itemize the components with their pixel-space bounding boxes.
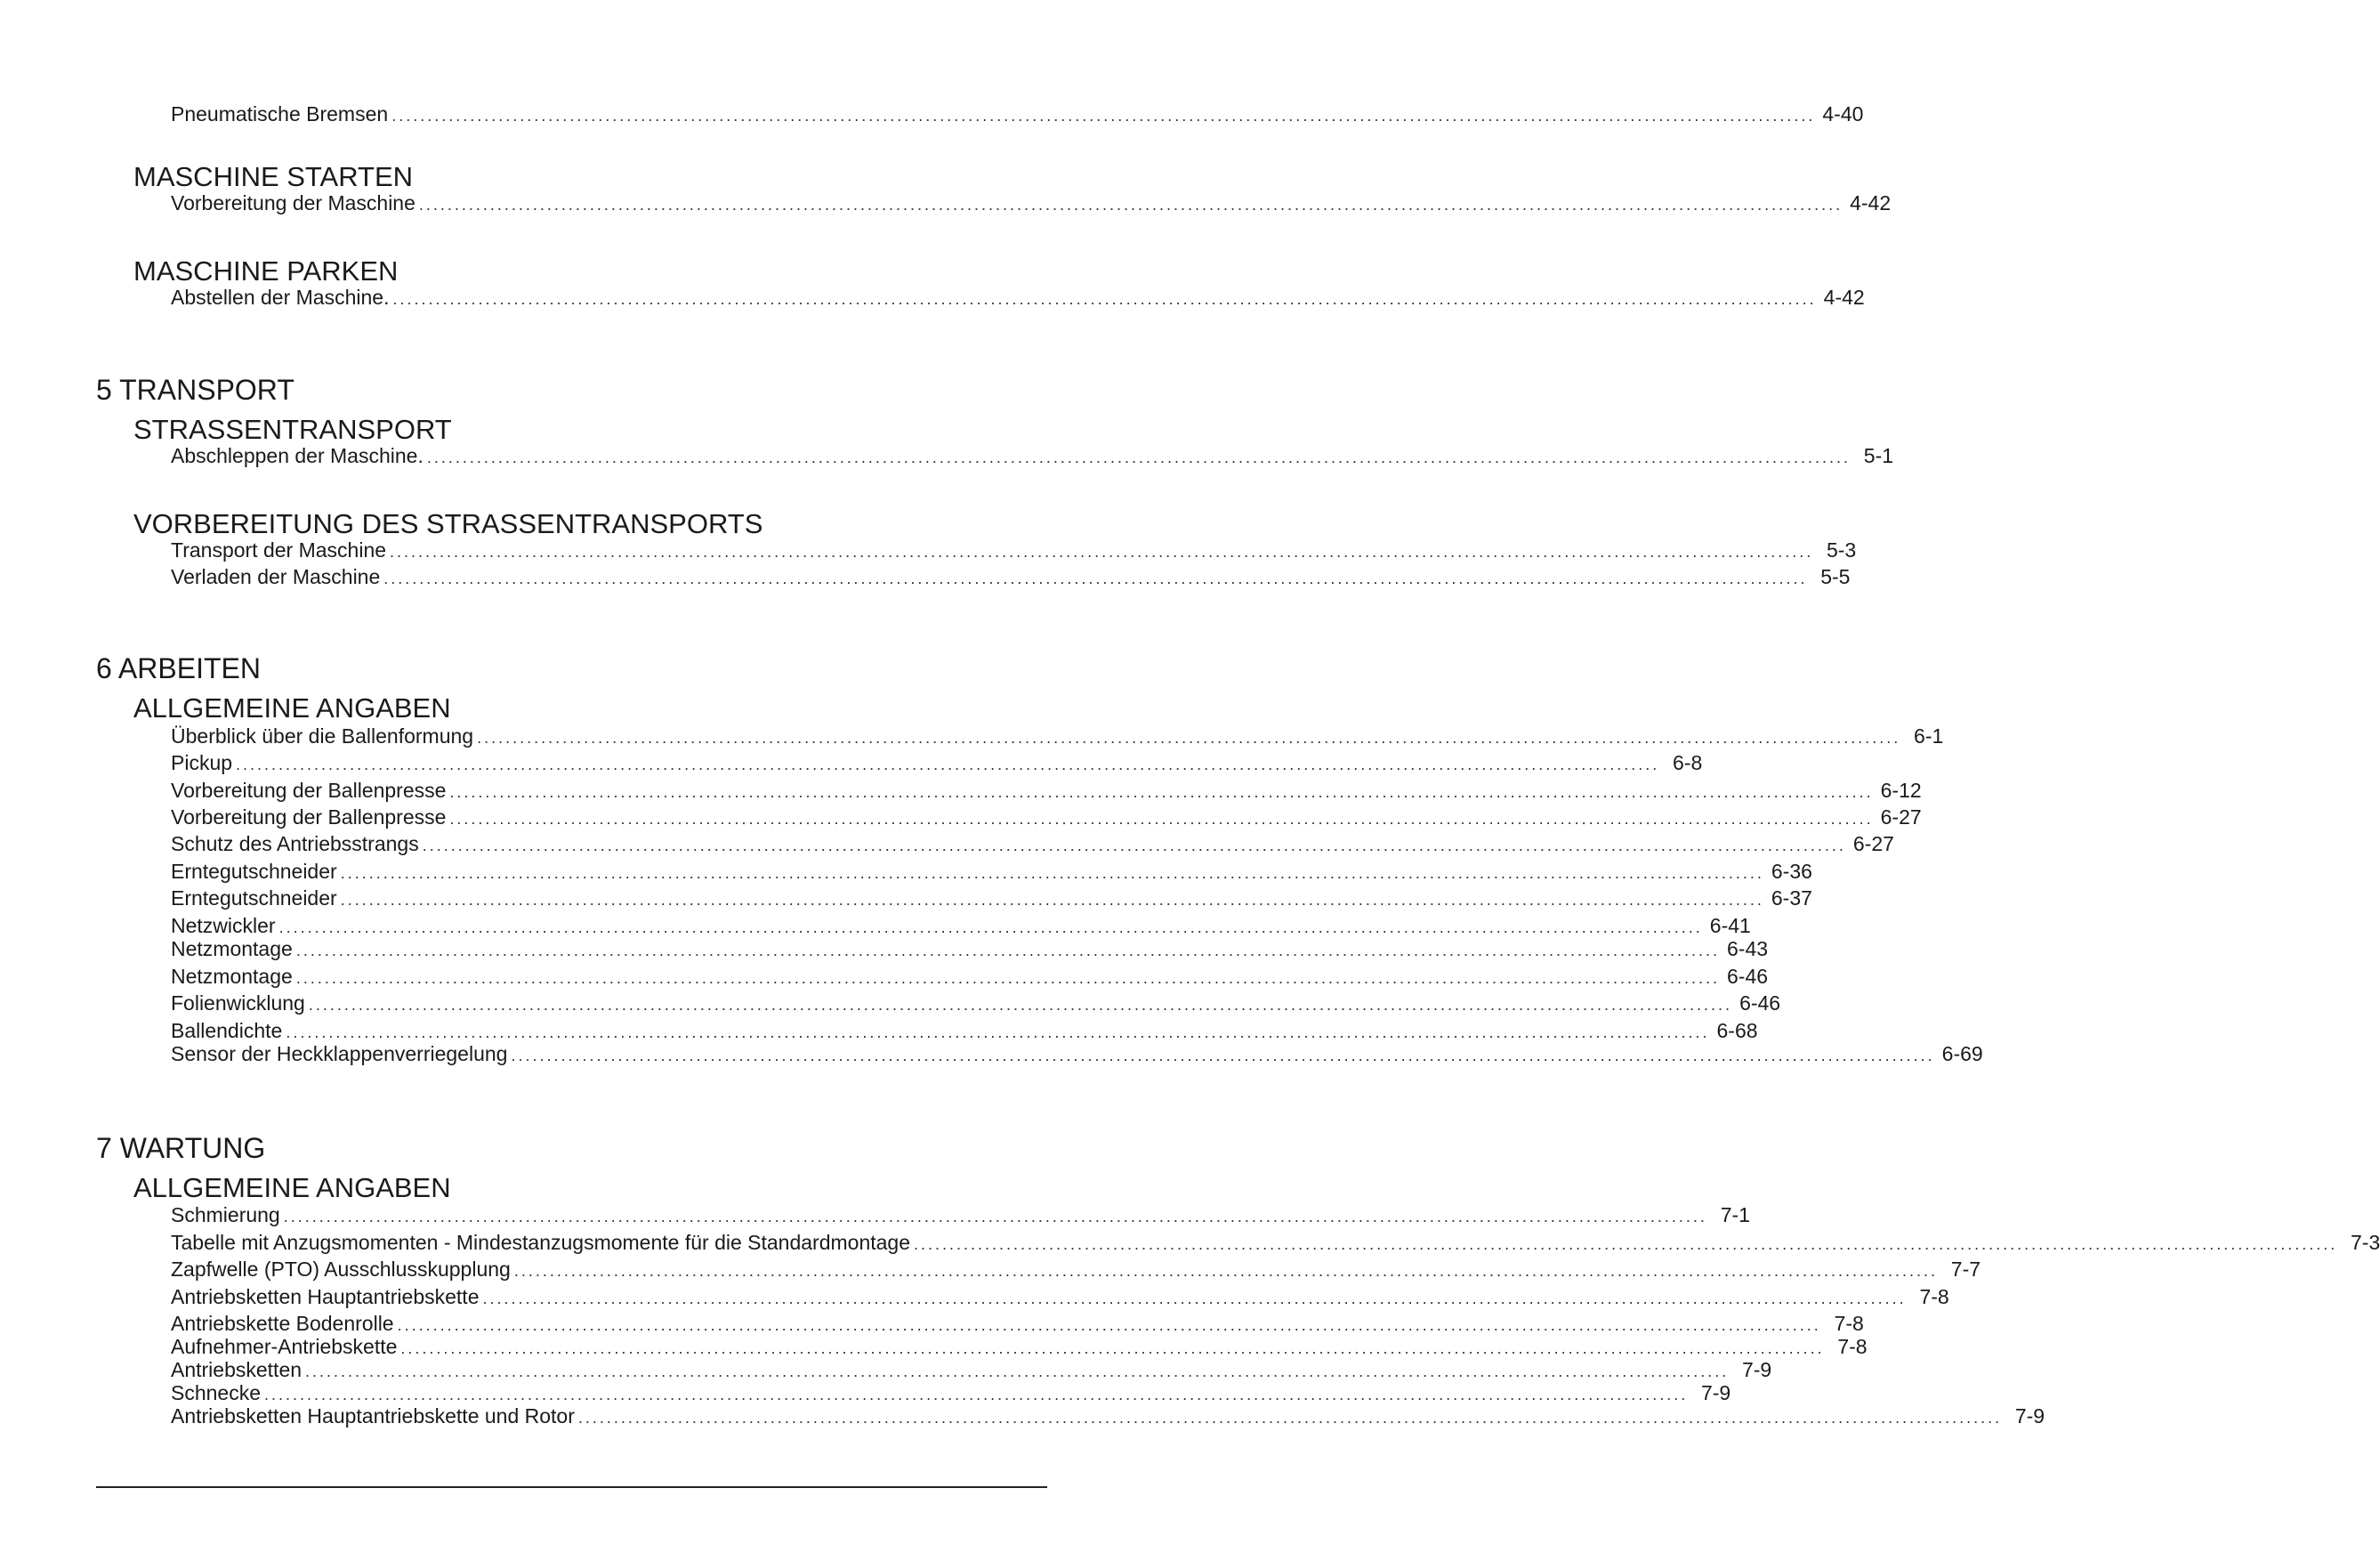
toc-entry-page: 4-42 bbox=[1850, 191, 1892, 214]
toc-entry[interactable] bbox=[171, 965, 1769, 988]
toc-entry[interactable] bbox=[171, 1404, 2045, 1428]
section-heading-allgemeine-angaben-6: ALLGEMEINE ANGABEN bbox=[133, 692, 451, 724]
leader-dots: ........................................................................................................................................................................................................ bbox=[914, 1235, 2338, 1253]
toc-entry-page: 6-46 bbox=[1727, 965, 1769, 988]
toc-entry-label: Antriebsketten Hauptantriebskette und Rotor bbox=[171, 1404, 575, 1428]
leader-dots: ........................................................................................................................................................................................................ bbox=[449, 783, 1874, 801]
toc-entry-label: Vorbereitung der Ballenpresse bbox=[171, 805, 447, 829]
toc-entry[interactable] bbox=[171, 832, 1894, 855]
toc-entry[interactable] bbox=[171, 991, 1781, 1015]
toc-entry[interactable] bbox=[171, 724, 1944, 748]
toc-entry-label: Folienwicklung bbox=[171, 991, 305, 1015]
toc-entry-label: Antriebsketten bbox=[171, 1358, 303, 1381]
leader-dots: ........................................................................................................................................................................................................ bbox=[577, 1409, 2003, 1427]
toc-entry[interactable] bbox=[171, 886, 1812, 910]
toc-entry[interactable] bbox=[171, 937, 1769, 960]
toc-entry[interactable] bbox=[171, 1019, 1758, 1042]
toc-entry-page: 7-7 bbox=[1950, 1258, 1981, 1281]
leader-dots: ........................................................................................................................................................................................................ bbox=[340, 864, 1764, 882]
toc-entry-page: 6-27 bbox=[1852, 832, 1894, 855]
toc-entry[interactable] bbox=[171, 1231, 2380, 1254]
leader-dots: ........................................................................................................................................................................................................ bbox=[340, 891, 1764, 909]
toc-entry[interactable] bbox=[171, 1381, 1731, 1404]
leader-dots: ........................................................................................................................................................................................................ bbox=[513, 1262, 1939, 1280]
leader-dots: ........................................................................................................................................................................................................ bbox=[286, 1023, 1710, 1041]
toc-entry-page: 4-40 bbox=[1822, 102, 1864, 125]
leader-dots: ........................................................................................................................................................................................................ bbox=[511, 1047, 1935, 1064]
toc-entry[interactable] bbox=[171, 1258, 1981, 1281]
toc-entry[interactable] bbox=[171, 102, 1864, 125]
leader-dots: ........................................................................................................................................................................................................ bbox=[383, 570, 1808, 587]
toc-entry-page: 7-8 bbox=[1919, 1285, 1949, 1308]
toc-entry-label: Erntegutschneider bbox=[171, 886, 337, 910]
toc-entry-page: 7-3 bbox=[2350, 1231, 2380, 1254]
toc-entry-page: 6-69 bbox=[1941, 1042, 1983, 1065]
toc-entry-label: Pickup bbox=[171, 751, 233, 774]
toc-entry-label: Überblick über die Ballenformung bbox=[171, 724, 474, 748]
toc-entry-page: 6-12 bbox=[1880, 779, 1922, 802]
leader-dots: ........................................................................................................................................................................................................ bbox=[392, 290, 1817, 308]
toc-entry-page: 6-1 bbox=[1914, 724, 1944, 748]
toc-entry-label: Abschleppen der Maschine. bbox=[171, 444, 424, 467]
toc-entry[interactable] bbox=[171, 1335, 1868, 1358]
toc-entry[interactable] bbox=[171, 565, 1851, 588]
toc-entry[interactable] bbox=[171, 444, 1894, 467]
leader-dots: ........................................................................................................................................................................................................ bbox=[308, 996, 1733, 1014]
toc-entry-label: Antriebsketten Hauptantriebskette bbox=[171, 1285, 480, 1308]
toc-entry-page: 6-37 bbox=[1771, 886, 1812, 910]
toc-entry-label: Netzmontage bbox=[171, 937, 293, 960]
leader-dots: ........................................................................................................................................................................................................ bbox=[390, 543, 1814, 561]
toc-entry[interactable] bbox=[171, 1358, 1772, 1381]
leader-dots: ........................................................................................................................................................................................................ bbox=[418, 196, 1843, 214]
toc-entry[interactable] bbox=[171, 779, 1922, 802]
leader-dots: ........................................................................................................................................................................................................ bbox=[449, 810, 1874, 828]
toc-entry[interactable] bbox=[171, 1042, 1983, 1065]
section-heading-maschine-starten: MASCHINE STARTEN bbox=[133, 161, 414, 192]
toc-entry-label: Schutz des Antriebsstrangs bbox=[171, 832, 419, 855]
toc-entry-page: 6-41 bbox=[1709, 914, 1751, 937]
footer-rule bbox=[96, 1486, 1047, 1488]
toc-entry-page: 4-42 bbox=[1823, 286, 1865, 309]
toc-entry[interactable] bbox=[171, 1203, 1750, 1226]
toc-entry-label: Schnecke bbox=[171, 1381, 262, 1404]
toc-entry[interactable] bbox=[171, 191, 1892, 214]
section-heading-strassentransport: STRASSENTRANSPORT bbox=[133, 414, 452, 445]
toc-entry-label: Ballendichte bbox=[171, 1019, 283, 1042]
toc-entry-label: Tabelle mit Anzugsmomenten - Mindestanzugsmomente für die Standardmontage bbox=[171, 1231, 911, 1254]
leader-dots: ........................................................................................................................................................................................................ bbox=[482, 1290, 1907, 1307]
toc-entry-label: Vorbereitung der Maschine bbox=[171, 191, 415, 214]
toc-entry[interactable] bbox=[171, 286, 1865, 309]
leader-dots: ........................................................................................................................................................................................................ bbox=[422, 837, 1846, 854]
toc-entry-label: Netzwickler bbox=[171, 914, 276, 937]
toc-entry-label: Zapfwelle (PTO) Ausschlusskupplung bbox=[171, 1258, 511, 1281]
toc-entry-label: Antriebskette Bodenrolle bbox=[171, 1312, 394, 1335]
toc-entry-label: Transport der Maschine bbox=[171, 538, 387, 562]
toc-entry-label: Abstellen der Maschine. bbox=[171, 286, 390, 309]
toc-entry-page: 6-46 bbox=[1739, 991, 1781, 1015]
toc-entry-label: Aufnehmer-Antriebskette bbox=[171, 1335, 398, 1358]
chapter-heading-6: 6 ARBEITEN bbox=[96, 652, 261, 684]
leader-dots: ........................................................................................................................................................................................................ bbox=[278, 918, 1703, 936]
toc-entry-page: 6-43 bbox=[1727, 937, 1769, 960]
toc-entry-page: 6-68 bbox=[1716, 1019, 1758, 1042]
section-heading-allgemeine-angaben-7: ALLGEMEINE ANGABEN bbox=[133, 1172, 451, 1203]
toc-entry-label: Sensor der Heckklappenverriegelung bbox=[171, 1042, 508, 1065]
leader-dots: ........................................................................................................................................................................................................ bbox=[391, 107, 1816, 125]
toc-entry-page: 5-3 bbox=[1826, 538, 1857, 562]
toc-entry-label: Schmierung bbox=[171, 1203, 280, 1226]
toc-entry[interactable] bbox=[171, 914, 1751, 937]
chapter-heading-7: 7 WARTUNG bbox=[96, 1132, 266, 1164]
toc-entry[interactable] bbox=[171, 1285, 1949, 1308]
chapter-heading-5: 5 TRANSPORT bbox=[96, 374, 294, 406]
toc-entry-label: Erntegutschneider bbox=[171, 860, 337, 883]
toc-entry-label: Netzmontage bbox=[171, 965, 293, 988]
leader-dots: ........................................................................................................................................................................................................ bbox=[236, 756, 1660, 773]
toc-entry-page: 6-27 bbox=[1880, 805, 1922, 829]
section-heading-maschine-parken: MASCHINE PARKEN bbox=[133, 255, 399, 287]
toc-entry[interactable] bbox=[171, 751, 1703, 774]
toc-entry-page: 5-1 bbox=[1863, 444, 1894, 467]
toc-entry[interactable] bbox=[171, 860, 1812, 883]
toc-entry-page: 5-5 bbox=[1820, 565, 1851, 588]
toc-entry-label: Vorbereitung der Ballenpresse bbox=[171, 779, 447, 802]
leader-dots: ........................................................................................................................................................................................................ bbox=[305, 1363, 1730, 1380]
leader-dots: ........................................................................................................................................................................................................ bbox=[295, 942, 1721, 959]
toc-entry[interactable] bbox=[171, 805, 1922, 829]
leader-dots: ........................................................................................................................................................................................................ bbox=[477, 729, 1901, 747]
leader-dots: ........................................................................................................................................................................................................ bbox=[426, 449, 1852, 466]
toc-entry[interactable] bbox=[171, 1312, 1864, 1335]
toc-entry-page: 7-1 bbox=[1720, 1203, 1750, 1226]
leader-dots: ........................................................................................................................................................................................................ bbox=[397, 1316, 1821, 1334]
toc-entry-label: Verladen der Maschine bbox=[171, 565, 381, 588]
toc-entry-page: 7-9 bbox=[1700, 1381, 1731, 1404]
toc-entry[interactable] bbox=[171, 538, 1857, 562]
toc-entry-page: 7-8 bbox=[1834, 1312, 1864, 1335]
leader-dots: ........................................................................................................................................................................................................ bbox=[283, 1208, 1707, 1225]
leader-dots: ........................................................................................................................................................................................................ bbox=[400, 1339, 1825, 1357]
toc-entry-page: 7-9 bbox=[1741, 1358, 1772, 1381]
toc-entry-label: Pneumatische Bremsen bbox=[171, 102, 389, 125]
leader-dots: ........................................................................................................................................................................................................ bbox=[264, 1386, 1689, 1403]
toc-entry-page: 6-36 bbox=[1771, 860, 1812, 883]
toc-entry-page: 7-9 bbox=[2014, 1404, 2045, 1428]
section-heading-vorbereitung-strassentransport: VORBEREITUNG DES STRASSENTRANSPORTS bbox=[133, 508, 763, 539]
leader-dots: ........................................................................................................................................................................................................ bbox=[295, 969, 1721, 987]
toc-entry-page: 6-8 bbox=[1673, 751, 1703, 774]
toc-entry-page: 7-8 bbox=[1837, 1335, 1868, 1358]
